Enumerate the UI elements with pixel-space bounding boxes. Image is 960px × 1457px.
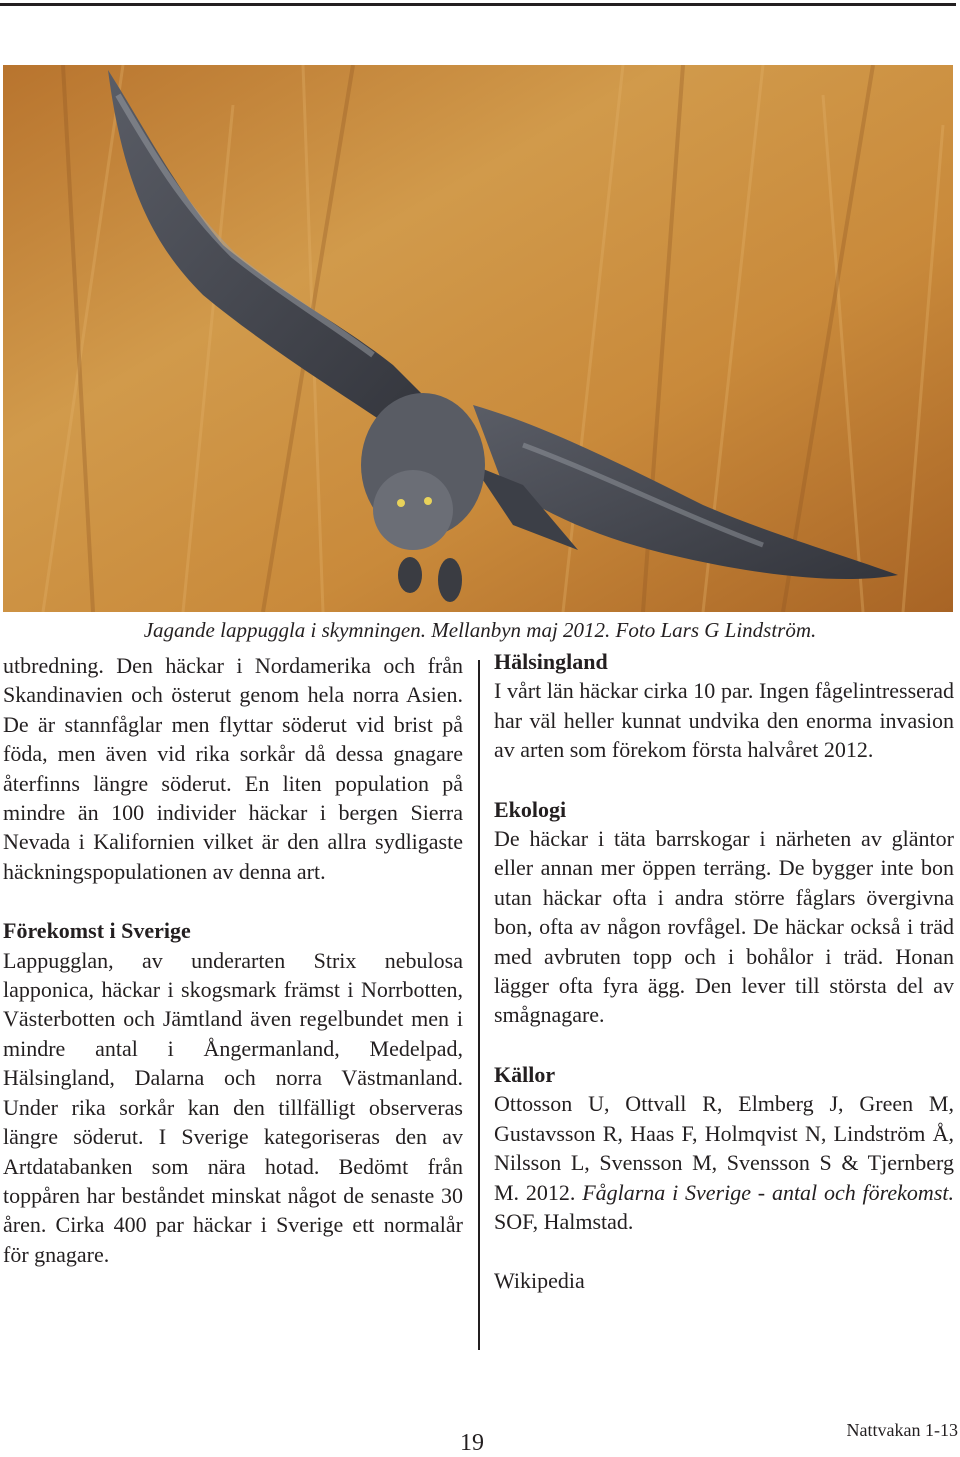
column-divider: [478, 660, 480, 1350]
halsingland-paragraph: I vårt län häckar cirka 10 par. Ingen fågelintresserad har väl heller kunnat undvika den enorma invasion av arten som förekom första halvåret 2012.: [494, 678, 954, 763]
kallor-reference: [494, 1089, 954, 1236]
heading-forekomst: Förekomst i Sverige: [3, 918, 191, 944]
forekomst-paragraph: Lappugglan, av underarten Strix nebulosa lapponica, häckar i skogsmark främst i Norrbotten, Västerbotten och Jämtland även regelbundet men i mindre antal i Ångermanland, Medelpad, Hälsingland, Dalarna och norra Västmanland. Under rika sorkår kan den tillfälligt observeras längre söderut. I Sverige kategoriseras den av Artdatabanken som nära hotad. Bedömt från toppåren har beståndet minskat något de senaste 30 åren. Cirka 400 par häckar i Sverige ett normalår för gnagare.: [3, 947, 463, 1267]
heading-kallor: Källor: [494, 1061, 556, 1087]
heading-ekologi: Ekologi: [494, 796, 567, 822]
top-rule: [0, 3, 956, 6]
owl-photo: [3, 65, 953, 612]
right-column: [494, 647, 954, 1296]
left-column: [3, 651, 463, 1269]
wikipedia-source: Wikipedia: [494, 1268, 585, 1294]
journal-name: Nattvakan 1-13: [846, 1420, 958, 1440]
photo-caption: Jagande lappuggla i skymningen. Mellanbyn maj 2012. Foto Lars G Lindström.: [143, 618, 817, 642]
great-grey-owl-in-flight-photo: [3, 65, 953, 612]
ekologi-paragraph: De häckar i täta barrskogar i närheten av gläntor eller annan mer öppen terräng. De bygger inte bon utan häckar ofta i andra större fåglars övergivna bon, ofta av någon rovfågel. De häckar också i träd med avbruten topp och i bohålor i träd. Honan lägger ofta fyra ägg. Den lever till största del av smågnagare.: [494, 826, 954, 1028]
heading-halsingland: Hälsingland: [494, 649, 608, 674]
page-number: 19: [460, 1430, 484, 1456]
kallor-title: Fåglarna i Sverige - antal och förekomst.: [582, 1179, 954, 1205]
kallor-authors: Ottosson U, Ottvall R, Elmberg J, Green M, Gustavsson R, Haas F, Holmqvist N, Lindström Å, Nilsson L, Svensson M, Svensson S & Tjernberg M. 2012.: [494, 1091, 954, 1205]
kallor-publisher: SOF, Halmstad.: [494, 1208, 634, 1234]
intro-paragraph: utbredning. Den häckar i Nordamerika och från Skandinavien och österut genom hela norra Asien. De är stannfåglar men flyttar söderut vid brist på föda, men även vid rika sorkår då dessa gnagare återfinns längre söderut. En liten population på mindre än 100 individer häckar i bergen Sierra Nevada i Kalifornien vilket är den allra sydligaste häckningspopulationen av denna art.: [3, 653, 463, 884]
